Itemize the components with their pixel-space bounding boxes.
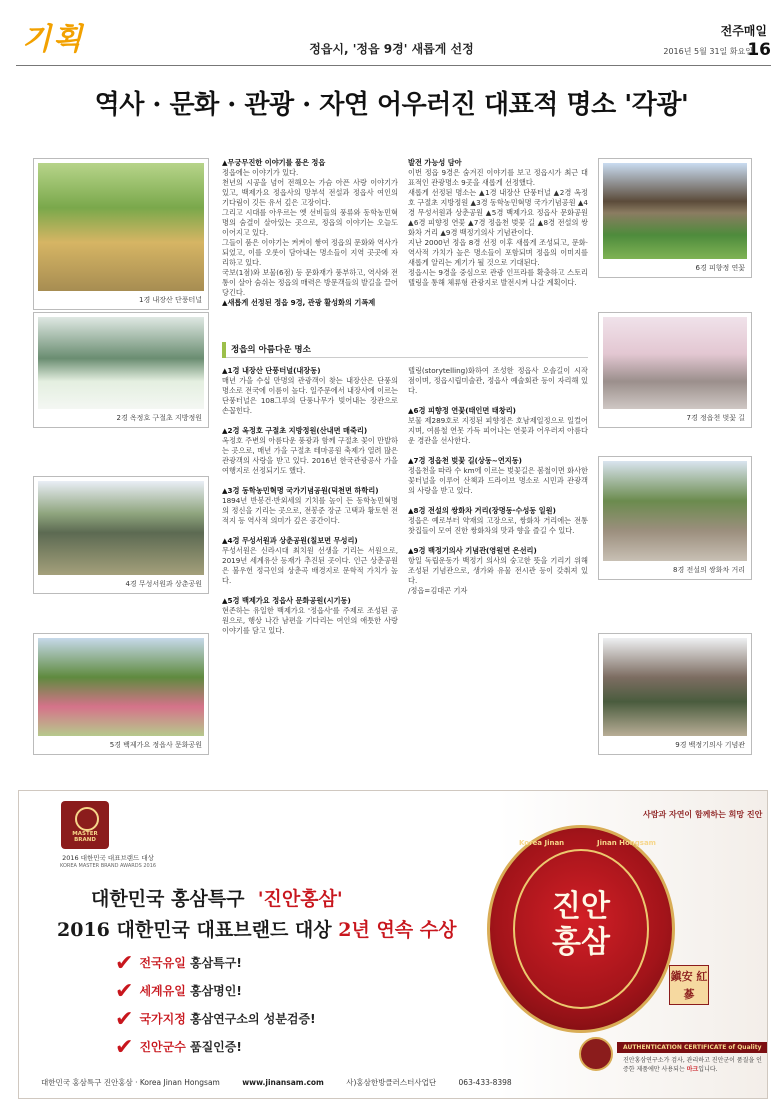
- article-column-c: [222, 366, 398, 766]
- photo-image: [38, 638, 204, 736]
- subheading: ▲새롭게 선정된 정읍 9경, 관광 활성화의 기폭제: [222, 298, 376, 307]
- paragraph: 매년 가을 수십 만명의 관광객이 찾는 내장산은 단풍의 명소로 전국에 이름이 높다. 일주문에서 내장사에 이르는 단풍터널은 108그루의 단풍나무가 빚어내는 장관으로 손꼽힌다.: [222, 376, 398, 415]
- page-header: [0, 0, 783, 70]
- ad-brand-name: '진안홍삼': [257, 888, 343, 910]
- photo-8: [598, 456, 752, 580]
- photo-caption: 9경 백정기의사 기념관: [675, 741, 745, 749]
- photo-caption: 6경 피향정 연꽃: [695, 264, 745, 272]
- paragraph: [222, 416, 398, 426]
- ad-org: 대한민국 홍삼특구 진안홍삼 · Korea Jinan Hongsam: [41, 1078, 220, 1087]
- paragraph: [408, 396, 588, 406]
- section-label: 기획: [22, 22, 84, 57]
- emblem-brand: 진안 홍삼: [552, 889, 610, 960]
- paragraph: 무성서원은 신라시대 최치원 선생을 기리는 서원으로, 2019년 세계유산 등재가 추진된 곳이다. 인근 상춘공원은 불우헌 정극인의 상춘곡 배경지로 문학적 가치가 높다.: [222, 546, 398, 585]
- photo-caption: 1경 내장산 단풍터널: [139, 296, 202, 304]
- paragraph: 정읍시는 9경을 중심으로 관광 인프라를 확충하고 스토리텔링을 통해 체류형 관광지로 발전시켜 나갈 계획이다.: [408, 268, 588, 287]
- paragraph: 그들이 품은 이야기는 켜켜이 쌓여 정읍의 문화와 역사가 되었고, 이를 오롯이 담아내는 명소들이 지역 곳곳에 자리하고 있다.: [222, 238, 398, 267]
- paragraph: 항일 독립운동가 백정기 의사의 숭고한 뜻을 기리기 위해 조성된 기념관으로, 생가와 유물 전시관 등이 갖춰져 있다.: [408, 556, 588, 585]
- paragraph: 1894년 반봉건·반외세의 기치를 높이 든 동학농민혁명의 정신을 기리는 곳으로, 전봉준 장군 고택과 황토현 전적지 등 역사적 의미가 깊은 공간이다.: [222, 496, 398, 525]
- paragraph: 국보(1점)와 보물(6점) 등 문화재가 풍부하고, 역사와 전통이 살아 숨쉬는 정읍의 매력은 방문객들의 발길을 끌어당긴다.: [222, 268, 398, 297]
- subheading: ▲1경 내장산 단풍터널(내장동): [222, 366, 321, 375]
- paragraph: [222, 526, 398, 536]
- paragraph: 지난 2000년 정읍 8경 선정 이후 새롭게 조성되고, 문화·역사적 가치가 높은 명소들이 포함되며 정읍의 이미지를 새롭게 알리는 계기가 될 것으로 기대된다.: [408, 238, 588, 267]
- photo-6: [598, 158, 752, 278]
- paragraph: 이번 정읍 9경은 숨겨진 이야기를 보고 정읍시가 최근 대표적인 관광명소 9곳을 새롭게 선정했다.: [408, 168, 588, 187]
- photo-image: [603, 461, 747, 561]
- subheading: ▲3경 동학농민혁명 국가기념공원(덕천면 하학리): [222, 486, 379, 495]
- ad-footer: [41, 1077, 532, 1088]
- ad-headline-1: 대한민국 홍삼특구 '진안홍삼': [91, 888, 343, 910]
- photo-caption: 2경 옥정호 구절초 지방정원: [116, 414, 202, 422]
- paragraph: 정읍에는 이야기가 있다.: [222, 168, 299, 177]
- photo-caption: 4경 무성서원과 상춘공원: [125, 580, 202, 588]
- paragraph: 현존하는 유일한 백제가요 '정읍사'를 주제로 조성된 공원으로, 행상 나간 남편을 기다리는 여인의 애틋한 사랑 이야기를 담고 있다.: [222, 606, 398, 635]
- award-line-en: KOREA MASTER BRAND AWARDS 2016: [59, 863, 157, 869]
- photo-image: [603, 317, 747, 409]
- paragraph: 정읍은 예로부터 약재의 고장으로, 쌍화차 거리에는 전통찻집들이 모여 진한 쌍화차의 맛과 향을 즐길 수 있다.: [408, 516, 588, 535]
- auth-text: 진안홍삼연구소가 검사, 관리하고 진안군이 품질을 인증한 제품에만 사용되는 마크입니다.: [623, 1057, 762, 1073]
- advertisement: [18, 790, 768, 1099]
- article-headline: 역사 · 문화 · 관광 · 자연 어우러진 대표적 명소 '각광': [94, 90, 689, 120]
- paragraph: [222, 476, 398, 486]
- emblem-text-right: Jinan Hongsam: [597, 839, 656, 847]
- photo-image: [38, 481, 204, 575]
- check-icon: ✔: [115, 1035, 134, 1060]
- photo-caption: 8경 전설의 쌍화차 거리: [673, 566, 745, 574]
- newspaper-name: 전주매일: [720, 24, 767, 38]
- certificate-icon: [579, 1037, 613, 1071]
- subheading: ▲8경 전설의 쌍화차 거리(장명동·수성동 일원): [408, 506, 556, 515]
- photo-image: [38, 317, 204, 409]
- photo-caption: 7경 정읍천 벚꽃 길: [686, 414, 745, 422]
- article-column-b: [408, 158, 588, 334]
- subheading: ▲무궁무진한 이야기를 품은 정읍: [222, 158, 326, 167]
- ad-check-item: ✔ 세계유일 홍삼명인!: [115, 979, 242, 1004]
- photo-2: [33, 312, 209, 428]
- issue-date: 2016년 5월 31일 화요일: [663, 47, 753, 56]
- paragraph: 정읍천을 따라 수 km에 이르는 벚꽃길은 봄철이면 화사한 꽃터널을 이루어 산책과 드라이브 명소로 시민과 관광객의 사랑을 받고 있다.: [408, 466, 588, 495]
- check-icon: ✔: [115, 979, 134, 1004]
- subheading: ▲2경 옥정호 구절초 지방정원(산내면 매죽리): [222, 426, 368, 435]
- article-column-a: [222, 158, 398, 334]
- page-number: 16: [747, 40, 771, 60]
- subheading: ▲7경 정읍천 벚꽃 길(상동~연지동): [408, 456, 522, 465]
- photo-7: [598, 312, 752, 428]
- subheading: ▲6경 피향정 연꽃(태인면 태창리): [408, 406, 516, 415]
- photo-image: [603, 163, 747, 259]
- header-divider: [16, 65, 771, 66]
- check-icon: ✔: [115, 1007, 134, 1032]
- ad-check-item: ✔ 전국유일 홍삼특구!: [115, 951, 242, 976]
- ad-headline-2: 2016 대한민국 대표브랜드 대상 2년 연속 수상: [57, 919, 457, 941]
- emblem-text-left: Korea Jinan: [519, 839, 565, 847]
- seal-stamp: 鎭安 紅蔘: [669, 965, 709, 1005]
- article-column-d: [408, 366, 588, 766]
- master-brand-badge: [61, 801, 109, 849]
- ad-check-item: ✔ 진안군수 품질인증!: [115, 1035, 242, 1060]
- paragraph: 보물 제289호로 지정된 피향정은 호남제일정으로 일컬어지며, 여름철 연못 가득 피어나는 연꽃과 어우러져 아름다운 경관을 선사한다.: [408, 416, 588, 445]
- award-line: 2016 대한민국 대표브랜드 대상: [62, 854, 154, 862]
- ad-phone: 063-433-8398: [458, 1078, 512, 1087]
- photo-image: [38, 163, 204, 291]
- photo-4: [33, 476, 209, 594]
- check-icon: ✔: [115, 951, 134, 976]
- paragraph: /정읍=김대곤 기자: [408, 586, 468, 595]
- header-title: 정읍시, '정읍 9경' 새롭게 선정: [309, 42, 474, 56]
- ad-website: www.jinansam.com: [242, 1078, 324, 1087]
- ad-check-item: ✔ 국가지정 홍삼연구소의 성분검증!: [115, 1007, 316, 1032]
- paragraph: [408, 446, 588, 456]
- ad-tagline: 사람과 자연이 함께하는 희망 진안: [643, 810, 763, 819]
- paragraph: [222, 586, 398, 596]
- auth-title: AUTHENTICATION CERTIFICATE of Quality: [617, 1042, 768, 1053]
- paragraph: 옥정호 주변의 아름다운 풍광과 함께 구절초 꽃이 만발하는 곳으로, 매년 가을 구절초 테마공원 축제가 열려 많은 관광객의 사랑을 받고 있다. 2016년 한국관광공사 가을 여행지로 선정되기도 했다.: [222, 436, 398, 475]
- paragraph: 텔링(storytelling)화하여 조성한 정읍사 오솔길이 시작점이며, 정읍시립미술관, 정읍사 예술회관 등이 자리해 있다.: [408, 366, 588, 395]
- paragraph: [408, 496, 588, 506]
- paragraph: [408, 536, 588, 546]
- badge-text: MASTER BRAND: [72, 831, 98, 843]
- subheading: ▲9경 백정기의사 기념관(영원면 은선리): [408, 546, 537, 555]
- ad-agency: 사)홍삼한방클러스터사업단: [346, 1078, 437, 1087]
- photo-image: [603, 638, 747, 736]
- photo-5: [33, 633, 209, 755]
- photo-9: [598, 633, 752, 755]
- section-heading: 정읍의 아름다운 명소: [222, 342, 588, 358]
- paragraph: 새롭게 선정된 명소는 ▲1경 내장산 단풍터널 ▲2경 옥정호 구절초 지방정원 ▲3경 동학농민혁명 국가기념공원 ▲4경 무성서원과 상춘공원 ▲5경 백제가요 정읍사 문화공원 ▲6경 피향정 연꽃 ▲7경 정읍천 벚꽃 길 ▲8경 전설의 쌍화차 거리 ▲9경 백정기의사 기념관이다.: [408, 188, 588, 237]
- photo-caption: 5경 백제가요 정읍사 문화공원: [109, 741, 202, 749]
- paragraph: 천년의 시공을 넘어 전해오는 가슴 아픈 사랑 이야기가 있고, 백제가요 정읍사의 망부석 전설과 정읍사 여인의 기다림이 깃든 유서 깊은 고장이다.: [222, 178, 398, 207]
- subheading: ▲5경 백제가요 정읍사 문화공원(시기동): [222, 596, 351, 605]
- photo-1: [33, 158, 209, 310]
- subheading: 발전 가능성 담아: [408, 158, 462, 167]
- paragraph: 그리고 시대를 아우르는 옛 선비들의 풍류와 동학농민혁명의 숨결이 살아있는 곳으로, 정읍의 이야기는 오늘도 이어지고 있다.: [222, 208, 398, 237]
- subheading: ▲4경 무성서원과 상춘공원(칠보면 무성리): [222, 536, 358, 545]
